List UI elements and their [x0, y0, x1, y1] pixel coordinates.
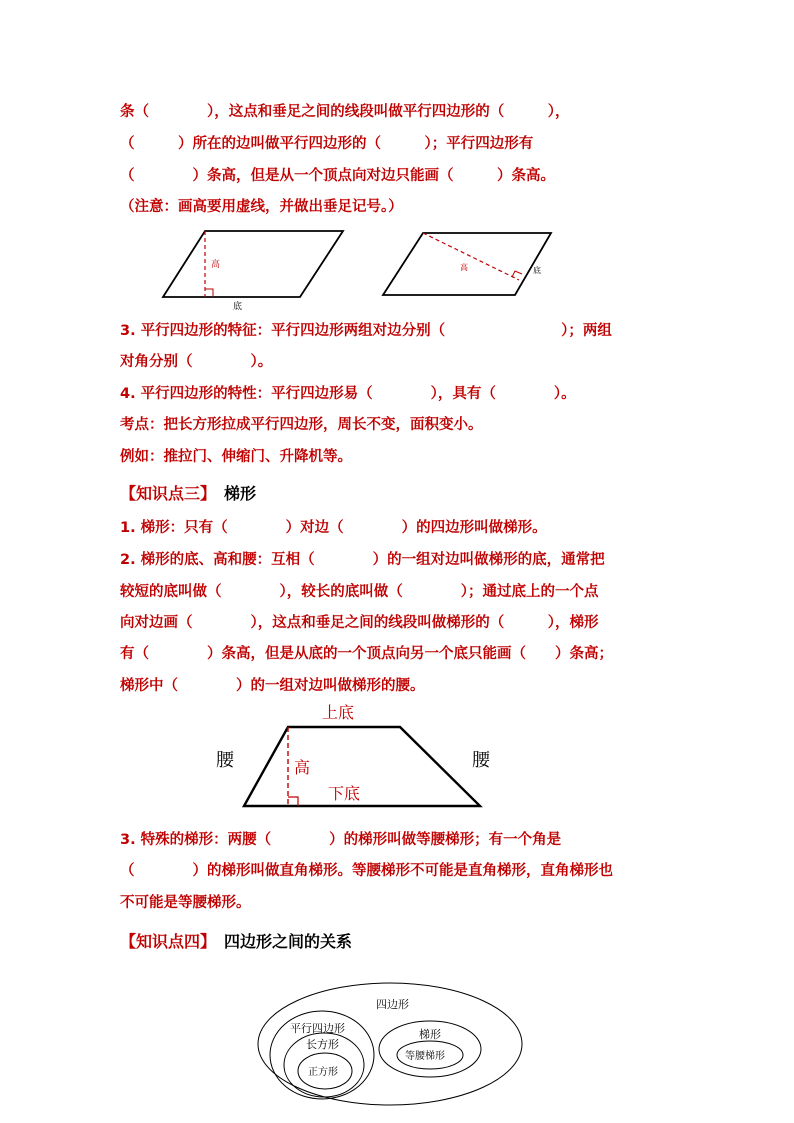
left-leg-label: 腰: [216, 750, 234, 771]
parallelogram-label: 平行四边形: [290, 1022, 345, 1035]
item4-line1: 4. 平行四边形的特性：平行四边形易（ ），具有（ ）。: [120, 386, 576, 402]
quadrilateral-label: 四边形: [376, 998, 409, 1011]
quadrilateral-venn-diagram: [250, 978, 530, 1118]
section3-title: 梯形: [224, 484, 257, 503]
section4-title: 四边形之间的关系: [224, 932, 353, 951]
parallelogram-figure-2: [375, 225, 575, 315]
height-label-2: 高: [460, 263, 468, 272]
isosceles-trapezoid-label: 等腰梯形: [405, 1051, 445, 1062]
para-height-line1: 条（ ），这点和垂足之间的线段叫做平行四边形的（ ），: [120, 104, 570, 120]
base-label-1: 底: [233, 302, 243, 312]
square-label: 正方形: [308, 1067, 338, 1078]
trapezoid-label: 梯形: [419, 1028, 441, 1041]
special-trapezoid-line3: 不可能是等腰梯形。: [120, 895, 251, 911]
rectangle-label: 长方形: [306, 1038, 339, 1051]
trapezoid-right-angle-mark: [288, 797, 298, 806]
exam-point: 考点：把长方形拉成平行四边形，周长不变，面积变小。: [120, 417, 483, 433]
para-height-line3: （ ）条高，但是从一个顶点向对边只能画（ ）条高。: [120, 168, 555, 184]
section4-bracket: 【知识点四】: [120, 932, 217, 951]
trapezoid-shape: [244, 727, 480, 806]
item3-line1: 3. 平行四边形的特征：平行四边形两组对边分别（ ）；两组: [120, 323, 612, 339]
right-leg-label: 腰: [472, 750, 490, 771]
base-label-2: 底: [533, 266, 541, 275]
trapezoid-item1: 1. 梯形：只有（ ）对边（ ）的四边形叫做梯形。: [120, 520, 547, 536]
trapezoid-item2-line5: 梯形中（ ）的一组对边叫做梯形的腰。: [120, 678, 425, 694]
example: 例如：推拉门、伸缩门、升降机等。: [120, 449, 352, 465]
trapezoid-item2-line1: 2. 梯形的底、高和腰：互相（ ）的一组对边叫做梯形的底，通常把: [120, 552, 605, 568]
special-trapezoid-line1: 3. 特殊的梯形：两腰（ ）的梯形叫做等腰梯形；有一个角是: [120, 832, 562, 848]
bottom-base-label: 下底: [328, 784, 361, 803]
trapezoid-item2-line4: 有（ ）条高，但是从底的一个顶点向另一个底只能画（ ）条高；: [120, 646, 613, 662]
trapezoid-item2-line2: 较短的底叫做（ ），较长的底叫做（ ）；通过底上的一个点: [120, 584, 599, 600]
trapezoid-height-label: 高: [294, 758, 311, 777]
trapezoid-item2-line3: 向对边画（ ），这点和垂足之间的线段叫做梯形的（ ），梯形: [120, 615, 599, 631]
trapezoid-figure: [210, 700, 510, 815]
section4-heading: [120, 929, 352, 952]
parallelogram-shape-1: [163, 231, 343, 297]
right-angle-mark-1: [205, 289, 213, 297]
right-angle-mark-2: [512, 271, 522, 277]
section3-heading: [120, 481, 256, 504]
height-dashed-line-2: [423, 233, 519, 280]
para-height-line2: （ ）所在的边叫做平行四边形的（ ）；平行四边形有: [120, 136, 534, 152]
item3-line2: 对角分别（ ）。: [120, 354, 273, 370]
para-height-note: （注意：画高要用虚线，并做出垂足记号。）: [120, 199, 403, 215]
section3-bracket: 【知识点三】: [120, 484, 217, 503]
parallelogram-figure-1: [155, 225, 355, 315]
special-trapezoid-line2: （ ）的梯形叫做直角梯形。等腰梯形不可能是直角梯形，直角梯形也: [120, 863, 613, 879]
top-base-label: 上底: [322, 703, 355, 722]
height-label-1: 高: [211, 260, 221, 270]
